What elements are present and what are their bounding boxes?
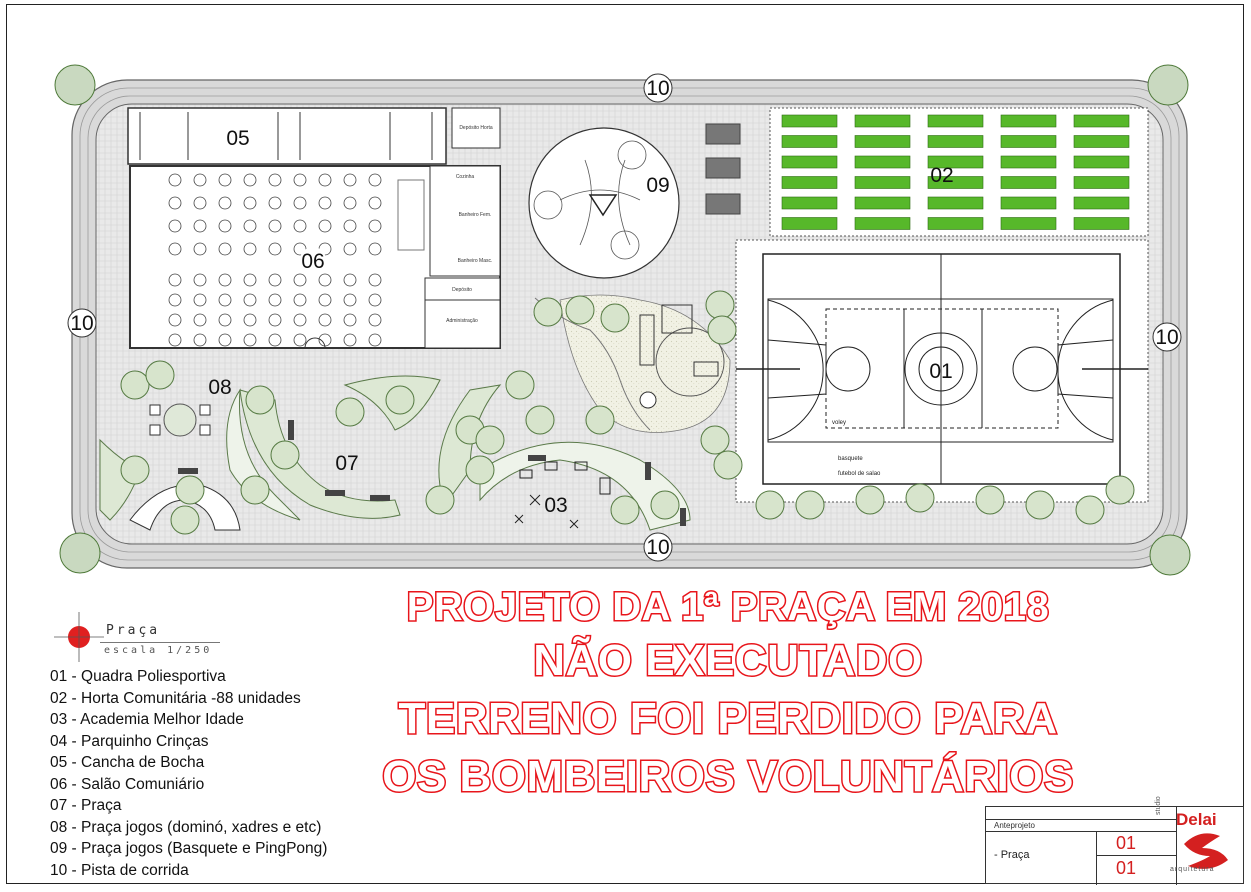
tree <box>708 316 736 344</box>
tree <box>1076 496 1104 524</box>
garden-bed <box>855 156 910 168</box>
title-block-stage: Anteprojeto <box>994 821 1035 830</box>
garden-bed <box>782 197 837 209</box>
legend-item: 10 - Pista de corrida <box>50 861 189 879</box>
garden-bed <box>782 136 837 148</box>
tree <box>534 298 562 326</box>
legend-item: 08 - Praça jogos (dominó, xadres e etc) <box>50 818 322 836</box>
garden-bed <box>1074 115 1129 127</box>
tree <box>121 456 149 484</box>
legend-marker <box>54 612 104 662</box>
garden-bed <box>1001 136 1056 148</box>
area-label-09: 09 <box>646 174 670 197</box>
court-label-voley: voley <box>832 420 847 426</box>
garden-bed <box>1001 197 1056 209</box>
tree <box>146 361 174 389</box>
tree <box>976 486 1004 514</box>
notice-line-2: NÃO EXECUTADO <box>533 636 923 685</box>
garden-bed <box>1001 177 1056 189</box>
legend-item: 01 - Quadra Poliesportiva <box>50 668 226 685</box>
garden-bed <box>1001 156 1056 168</box>
garden-bed <box>1074 197 1129 209</box>
tree <box>756 491 784 519</box>
room-deposito: Depósito <box>452 287 472 293</box>
area-label-08: 08 <box>208 376 232 399</box>
garden-bed <box>1074 156 1129 168</box>
garden-bed <box>855 177 910 189</box>
title-block-sheet: 01 <box>1116 833 1137 853</box>
room-deposito-horta: Depósito Horta <box>459 125 493 131</box>
tree <box>796 491 824 519</box>
tree <box>426 486 454 514</box>
tree <box>171 506 199 534</box>
garden-bed <box>1001 218 1056 230</box>
track-label-bottom-text: 10 <box>646 536 670 559</box>
tree <box>271 441 299 469</box>
garden-bed <box>928 218 983 230</box>
legend-item: 02 - Horta Comunitária -88 unidades <box>50 689 301 707</box>
tree <box>246 386 274 414</box>
garden-bed <box>855 115 910 127</box>
track-label-left-text: 10 <box>70 312 94 335</box>
tree <box>526 406 554 434</box>
community-garden <box>770 108 1148 236</box>
tree <box>856 486 884 514</box>
garden-bed <box>855 218 910 230</box>
project-notice <box>378 582 1078 806</box>
game-tables <box>706 124 740 214</box>
legend-item: 09 - Praça jogos (Basquete e PingPong) <box>50 840 328 857</box>
area-label-03: 03 <box>544 494 568 517</box>
track-label-right-text: 10 <box>1155 326 1179 349</box>
legend-item: 04 - Parquinho Crinças <box>50 732 209 750</box>
tree <box>121 371 149 399</box>
tree <box>336 398 364 426</box>
area-label-02: 02 <box>930 164 954 187</box>
legend-item: 05 - Cancha de Bocha <box>50 754 205 771</box>
garden-bed <box>928 115 983 127</box>
room-banheiro-masc: Banheiro Masc. <box>457 258 493 264</box>
tree <box>476 426 504 454</box>
tree <box>566 296 594 324</box>
garden-bed <box>1001 115 1056 127</box>
tree <box>586 406 614 434</box>
legend-item: 03 - Academia Melhor Idade <box>50 711 244 728</box>
tree <box>611 496 639 524</box>
brand-name: Delai <box>1176 810 1217 829</box>
tree <box>601 304 629 332</box>
area-label-05: 05 <box>226 127 250 150</box>
tree <box>906 484 934 512</box>
court-label-futebol: futebol de salao <box>838 471 881 477</box>
tree <box>176 476 204 504</box>
legend-title: Praça <box>106 623 161 638</box>
brand-side: studio <box>1155 796 1162 815</box>
legend-scale: escala 1/250 <box>104 645 213 656</box>
garden-bed <box>782 115 837 127</box>
track-label-top-text: 10 <box>646 77 670 100</box>
room-cozinha: Cozinha <box>455 174 475 180</box>
title-block-total: 01 <box>1116 858 1137 878</box>
room-administracao: Administração <box>446 318 478 324</box>
tree <box>1026 491 1054 519</box>
area-label-07: 07 <box>335 452 359 475</box>
tree <box>651 491 679 519</box>
room-banheiro-fem: Banheiro Fem. <box>458 212 492 218</box>
tree <box>701 426 729 454</box>
garden-bed <box>1074 136 1129 148</box>
tree <box>706 291 734 319</box>
tree <box>241 476 269 504</box>
games-plaza-circle <box>529 128 679 278</box>
tree <box>714 451 742 479</box>
tree <box>386 386 414 414</box>
garden-bed <box>855 197 910 209</box>
garden-bed <box>1074 177 1129 189</box>
garden-bed <box>782 218 837 230</box>
garden-bed <box>782 156 837 168</box>
legend-title-rule <box>100 642 220 643</box>
area-label-06: 06 <box>301 250 325 273</box>
bocha-court-building <box>128 108 500 164</box>
garden-bed <box>1074 218 1129 230</box>
area-label-01: 01 <box>929 360 953 383</box>
garden-bed <box>855 136 910 148</box>
brand-sub: arquitetura <box>1170 866 1215 873</box>
legend-list <box>50 666 327 881</box>
notice-line-1: PROJETO DA 1ª PRAÇA EM 2018 <box>406 585 1050 629</box>
garden-bed <box>928 197 983 209</box>
tree <box>466 456 494 484</box>
garden-bed <box>782 177 837 189</box>
title-block-content: - Praça <box>994 849 1030 861</box>
garden-bed <box>928 136 983 148</box>
legend-item: 06 - Salão Comuniário <box>50 775 205 793</box>
tree <box>1106 476 1134 504</box>
legend-item: 07 - Praça <box>50 797 122 814</box>
court-label-basquete: basquete <box>838 456 863 462</box>
notice-line-4: OS BOMBEIROS VOLUNTÁRIOS <box>382 752 1074 801</box>
notice-line-3: TERRENO FOI PERDIDO PARA <box>398 694 1058 743</box>
tree <box>506 371 534 399</box>
